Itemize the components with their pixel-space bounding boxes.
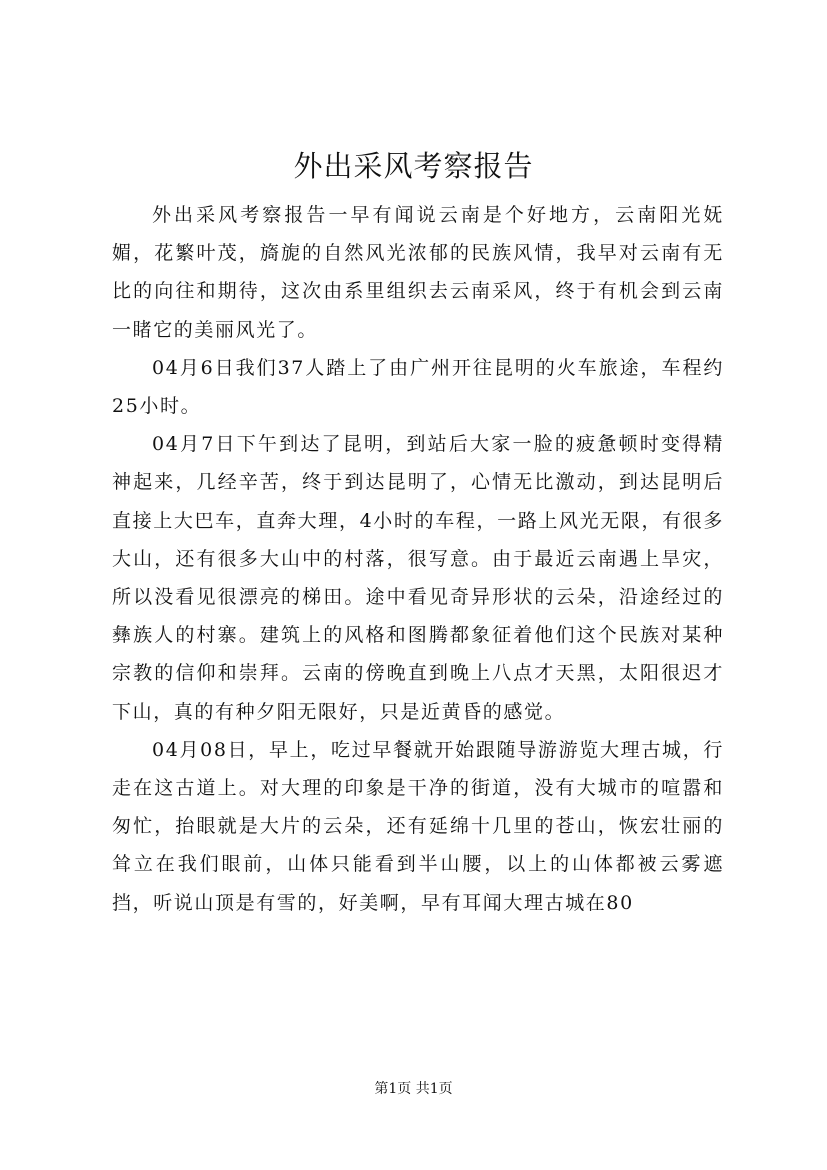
document-title: 外出采风考察报告 — [293, 149, 534, 183]
page-footer — [0, 1079, 827, 1099]
paragraph-april-6: 04月6日我们37人踏上了由广州开往昆明的火车旅途，车程约25小时。 — [112, 356, 724, 418]
document-body — [112, 196, 724, 922]
paragraph-april-7: 04月7日下午到达了昆明，到站后大家一脸的疲惫顿时变得精神起来，几经辛苦，终于到达昆明了，心情无比激动，到达昆明后直接上大巴车，直奔大理，4小时的车程，一路上风光无限，有很多大山，还有很多大山中的村落，很写意。由于最近云南遇上旱灾，所以没看见很漂亮的梯田。途中看见奇异形状的云朵，沿途经过的彝族人的村寨。建筑上的风格和图腾都象征着他们这个民族对某种宗教的信仰和崇拜。云南的傍晚直到晚上八点才天黑，太阳很迟才下山，真的有种夕阳无限好，只是近黄昏的感觉。 — [112, 433, 724, 723]
paragraph-intro: 外出采风考察报告一早有闻说云南是个好地方，云南阳光妩媚，花繁叶茂，旖旎的自然风光浓郁的民族风情，我早对云南有无比的向往和期待，这次由系里组织去云南采风，终于有机会到云南一睹它的美丽风光了。 — [112, 204, 724, 341]
page-number-label: 第1页 共1页 — [374, 1081, 453, 1097]
paragraph-april-8: 04月08日，早上，吃过早餐就开始跟随导游游览大理古城，行走在这古道上。对大理的印象是干净的街道，没有大城市的喧嚣和匆忙，抬眼就是大片的云朵，还有延绵十几里的苍山，恢宏壮丽的耸立在我们眼前，山体只能看到半山腰，以上的山体都被云雾遮挡，听说山顶是有雪的，好美啊，早有耳闻大理古城在80 — [112, 738, 724, 914]
